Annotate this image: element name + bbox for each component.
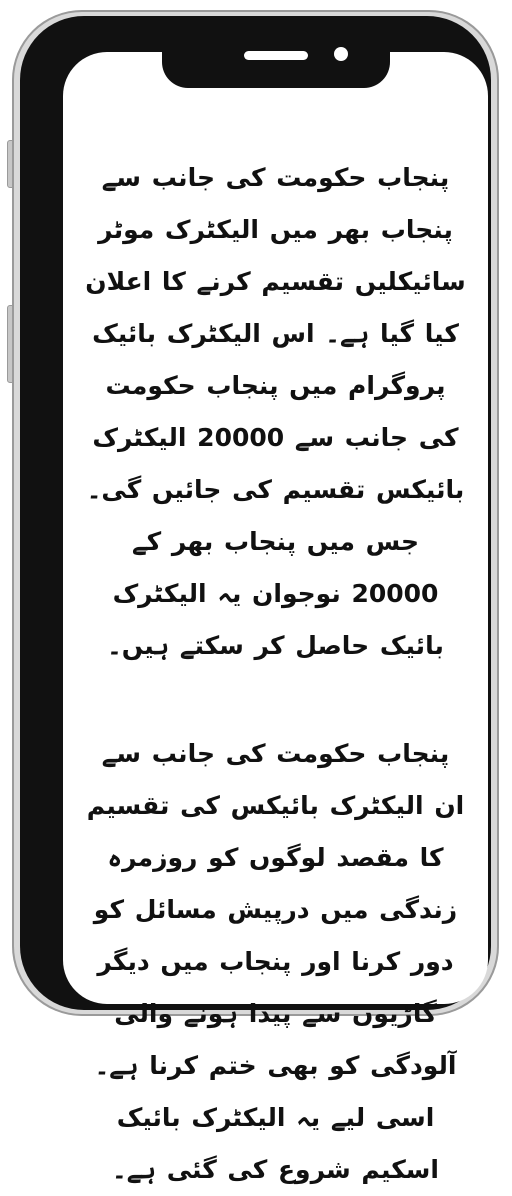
paragraph-2: پنجاب حکومت کی جانب سے ان الیکٹرک بائیکس کی تقسیم کا مقصد لوگوں کو روزمرہ زندگی میں درپیش مسائل کو دور کرنا اور پنجاب میں دیگر گاڑیوں سے پیدا ہونے والی آلودگی کو بھی ختم کرنا ہے۔ اسی لیے یہ الیکٹرک بائیک اسکیم شروع کی گئی ہے۔: [86, 739, 465, 1184]
phone-notch: [162, 32, 390, 88]
phone-screen: [63, 52, 488, 1184]
phone-body: [20, 16, 491, 1184]
article-body: [63, 52, 488, 1184]
speaker-grille: [244, 51, 308, 60]
front-camera-icon: [334, 47, 348, 61]
paragraph-1: پنجاب حکومت کی جانب سے پنجاب بھر میں الیکٹرک موٹر سائیکلیں تقسیم کرنے کا اعلان کیا گیا ہے۔ اس الیکٹرک بائیک پروگرام میں پنجاب حکومت کی جانب سے 20000 الیکٹرک بائیکس تقسیم کی جائیں گی۔ جس میں پنجاب بھر کے 20000 نوجوان یہ الیکٹرک بائیک حاصل کر سکتے ہیں۔: [85, 163, 466, 660]
